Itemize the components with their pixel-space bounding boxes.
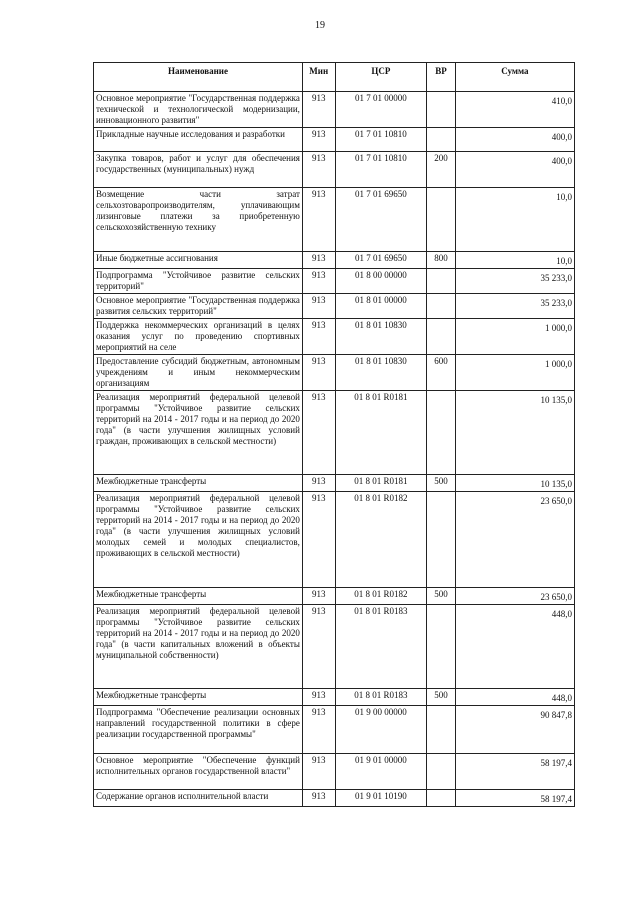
- cell-csr: 01 8 01 R0181: [335, 391, 427, 475]
- cell-vr: [427, 391, 456, 475]
- budget-table: [93, 62, 575, 807]
- sum-value: 10 135,0: [540, 395, 572, 405]
- cell-min: 913: [302, 319, 335, 355]
- cell-min: 913: [302, 475, 335, 492]
- cell-vr: [427, 492, 456, 588]
- cell-csr: 01 7 01 10810: [335, 128, 427, 152]
- table-row: [94, 790, 575, 807]
- sum-value: 1 000,0: [545, 323, 572, 333]
- table-row: [94, 754, 575, 790]
- cell-name: Реализация мероприятий федеральной целевой программы "Устойчивое развитие сельских территорий на 2014 - 2017 годы и на период до 2020 года" (в части улучшения жилищных условий граждан, проживающих в сельской местности): [94, 391, 303, 475]
- header-csr: ЦСР: [335, 63, 427, 92]
- cell-name: Основное мероприятие "Государственная поддержка развития сельских территорий": [94, 294, 303, 319]
- table-row: [94, 706, 575, 754]
- table-row: [94, 269, 575, 294]
- cell-sum: [455, 492, 574, 588]
- table-header-row: [94, 63, 575, 92]
- cell-name: Поддержка некоммерческих организаций в целях оказания услуг по проведению спортивных мероприятий на селе: [94, 319, 303, 355]
- page-number: 19: [315, 20, 325, 31]
- cell-min: 913: [302, 605, 335, 689]
- table-row: [94, 689, 575, 706]
- cell-vr: [427, 92, 456, 128]
- sum-value: 10 135,0: [540, 479, 572, 489]
- sum-value: 10,0: [556, 256, 572, 266]
- sum-value: 90 847,8: [540, 710, 572, 720]
- cell-min: 913: [302, 128, 335, 152]
- cell-csr: 01 7 01 10810: [335, 152, 427, 188]
- cell-vr: [427, 706, 456, 754]
- cell-min: 913: [302, 391, 335, 475]
- cell-name: Закупка товаров, работ и услуг для обеспечения государственных (муниципальных) нужд: [94, 152, 303, 188]
- cell-name: Иные бюджетные ассигнования: [94, 252, 303, 269]
- cell-name: Основное мероприятие "Обеспечение функций исполнительных органов государственной власти": [94, 754, 303, 790]
- cell-min: 913: [302, 689, 335, 706]
- table-row: [94, 188, 575, 252]
- header-vr: ВР: [427, 63, 456, 92]
- cell-sum: [455, 706, 574, 754]
- cell-min: 913: [302, 294, 335, 319]
- sum-value: 23 650,0: [540, 592, 572, 602]
- cell-min: 913: [302, 188, 335, 252]
- cell-csr: 01 9 01 00000: [335, 754, 427, 790]
- cell-min: 913: [302, 269, 335, 294]
- cell-csr: 01 8 01 R0182: [335, 588, 427, 605]
- cell-min: 913: [302, 588, 335, 605]
- table-body: [94, 92, 575, 807]
- cell-vr: [427, 605, 456, 689]
- cell-min: 913: [302, 706, 335, 754]
- cell-name: Прикладные научные исследования и разработки: [94, 128, 303, 152]
- cell-sum: [455, 475, 574, 492]
- cell-sum: [455, 128, 574, 152]
- cell-csr: 01 9 01 10190: [335, 790, 427, 807]
- table-row: [94, 128, 575, 152]
- cell-csr: 01 8 01 10830: [335, 319, 427, 355]
- cell-name: Подпрограмма "Обеспечение реализации основных направлений государственной политики в сфере реализации государственной программы": [94, 706, 303, 754]
- sum-value: 58 197,4: [540, 794, 572, 804]
- cell-vr: [427, 754, 456, 790]
- cell-sum: [455, 269, 574, 294]
- sum-value: 58 197,4: [540, 758, 572, 768]
- cell-csr: 01 7 01 69650: [335, 252, 427, 269]
- sum-value: 35 233,0: [540, 273, 572, 283]
- cell-vr: [427, 790, 456, 807]
- cell-vr: 800: [427, 252, 456, 269]
- table-row: [94, 355, 575, 391]
- cell-min: 913: [302, 92, 335, 128]
- cell-name: Возмещение части затрат сельхозтоваропроизводителям, уплачивающим лизинговые платежи за приобретенную сельскохозяйственную технику: [94, 188, 303, 252]
- cell-name: Содержание органов исполнительной власти: [94, 790, 303, 807]
- cell-sum: [455, 252, 574, 269]
- cell-min: 913: [302, 355, 335, 391]
- cell-name: Реализация мероприятий федеральной целевой программы "Устойчивое развитие сельских территорий на 2014 - 2017 годы и на период до 2020 года" (в части улучшения жилищных условий молодых семей и молодых специалистов, проживающих в сельской местности): [94, 492, 303, 588]
- sum-value: 448,0: [551, 609, 572, 619]
- cell-vr: 500: [427, 689, 456, 706]
- table-row: [94, 252, 575, 269]
- cell-csr: 01 9 00 00000: [335, 706, 427, 754]
- sum-value: 35 233,0: [540, 298, 572, 308]
- sum-value: 448,0: [551, 693, 572, 703]
- sum-value: 400,0: [551, 132, 572, 142]
- cell-csr: 01 8 01 R0183: [335, 605, 427, 689]
- cell-name: Подпрограмма "Устойчивое развитие сельских территорий": [94, 269, 303, 294]
- cell-sum: [455, 152, 574, 188]
- table-row: [94, 152, 575, 188]
- cell-min: 913: [302, 152, 335, 188]
- cell-csr: 01 7 01 00000: [335, 92, 427, 128]
- sum-value: 410,0: [551, 96, 572, 106]
- cell-csr: 01 8 01 R0183: [335, 689, 427, 706]
- cell-vr: 500: [427, 588, 456, 605]
- sum-value: 400,0: [551, 156, 572, 166]
- cell-name: Предоставление субсидий бюджетным, автономным учреждениям и иным некоммерческим организациям: [94, 355, 303, 391]
- cell-vr: 600: [427, 355, 456, 391]
- cell-sum: [455, 188, 574, 252]
- cell-vr: [427, 294, 456, 319]
- table-row: [94, 391, 575, 475]
- table-row: [94, 475, 575, 492]
- table-row: [94, 492, 575, 588]
- header-name: Наименование: [94, 63, 303, 92]
- cell-csr: 01 8 01 10830: [335, 355, 427, 391]
- cell-vr: 200: [427, 152, 456, 188]
- cell-vr: 500: [427, 475, 456, 492]
- cell-sum: [455, 754, 574, 790]
- cell-name: Межбюджетные трансферты: [94, 475, 303, 492]
- cell-csr: 01 8 01 00000: [335, 294, 427, 319]
- sum-value: 10,0: [556, 192, 572, 202]
- cell-name: Межбюджетные трансферты: [94, 689, 303, 706]
- sum-value: 1 000,0: [545, 359, 572, 369]
- cell-sum: [455, 605, 574, 689]
- table-row: [94, 588, 575, 605]
- cell-min: 913: [302, 790, 335, 807]
- cell-name: Основное мероприятие "Государственная поддержка технической и технологической модернизации, инновационного развития": [94, 92, 303, 128]
- cell-sum: [455, 689, 574, 706]
- cell-vr: [427, 128, 456, 152]
- sum-value: 23 650,0: [540, 496, 572, 506]
- cell-min: 913: [302, 252, 335, 269]
- cell-sum: [455, 790, 574, 807]
- cell-min: 913: [302, 492, 335, 588]
- cell-name: Реализация мероприятий федеральной целевой программы "Устойчивое развитие сельских территорий на 2014 - 2017 годы и на период до 2020 года" (в части капитальных вложений в объекты муниципальной собственности): [94, 605, 303, 689]
- cell-vr: [427, 269, 456, 294]
- cell-name: Межбюджетные трансферты: [94, 588, 303, 605]
- table-row: [94, 319, 575, 355]
- cell-sum: [455, 294, 574, 319]
- table-row: [94, 294, 575, 319]
- header-sum: Сумма: [455, 63, 574, 92]
- cell-sum: [455, 355, 574, 391]
- cell-vr: [427, 188, 456, 252]
- cell-csr: 01 8 00 00000: [335, 269, 427, 294]
- table-row: [94, 605, 575, 689]
- cell-csr: 01 7 01 69650: [335, 188, 427, 252]
- cell-vr: [427, 319, 456, 355]
- header-min: Мин: [302, 63, 335, 92]
- cell-sum: [455, 319, 574, 355]
- cell-csr: 01 8 01 R0182: [335, 492, 427, 588]
- cell-sum: [455, 588, 574, 605]
- cell-sum: [455, 92, 574, 128]
- table-row: [94, 92, 575, 128]
- cell-min: 913: [302, 754, 335, 790]
- cell-csr: 01 8 01 R0181: [335, 475, 427, 492]
- cell-sum: [455, 391, 574, 475]
